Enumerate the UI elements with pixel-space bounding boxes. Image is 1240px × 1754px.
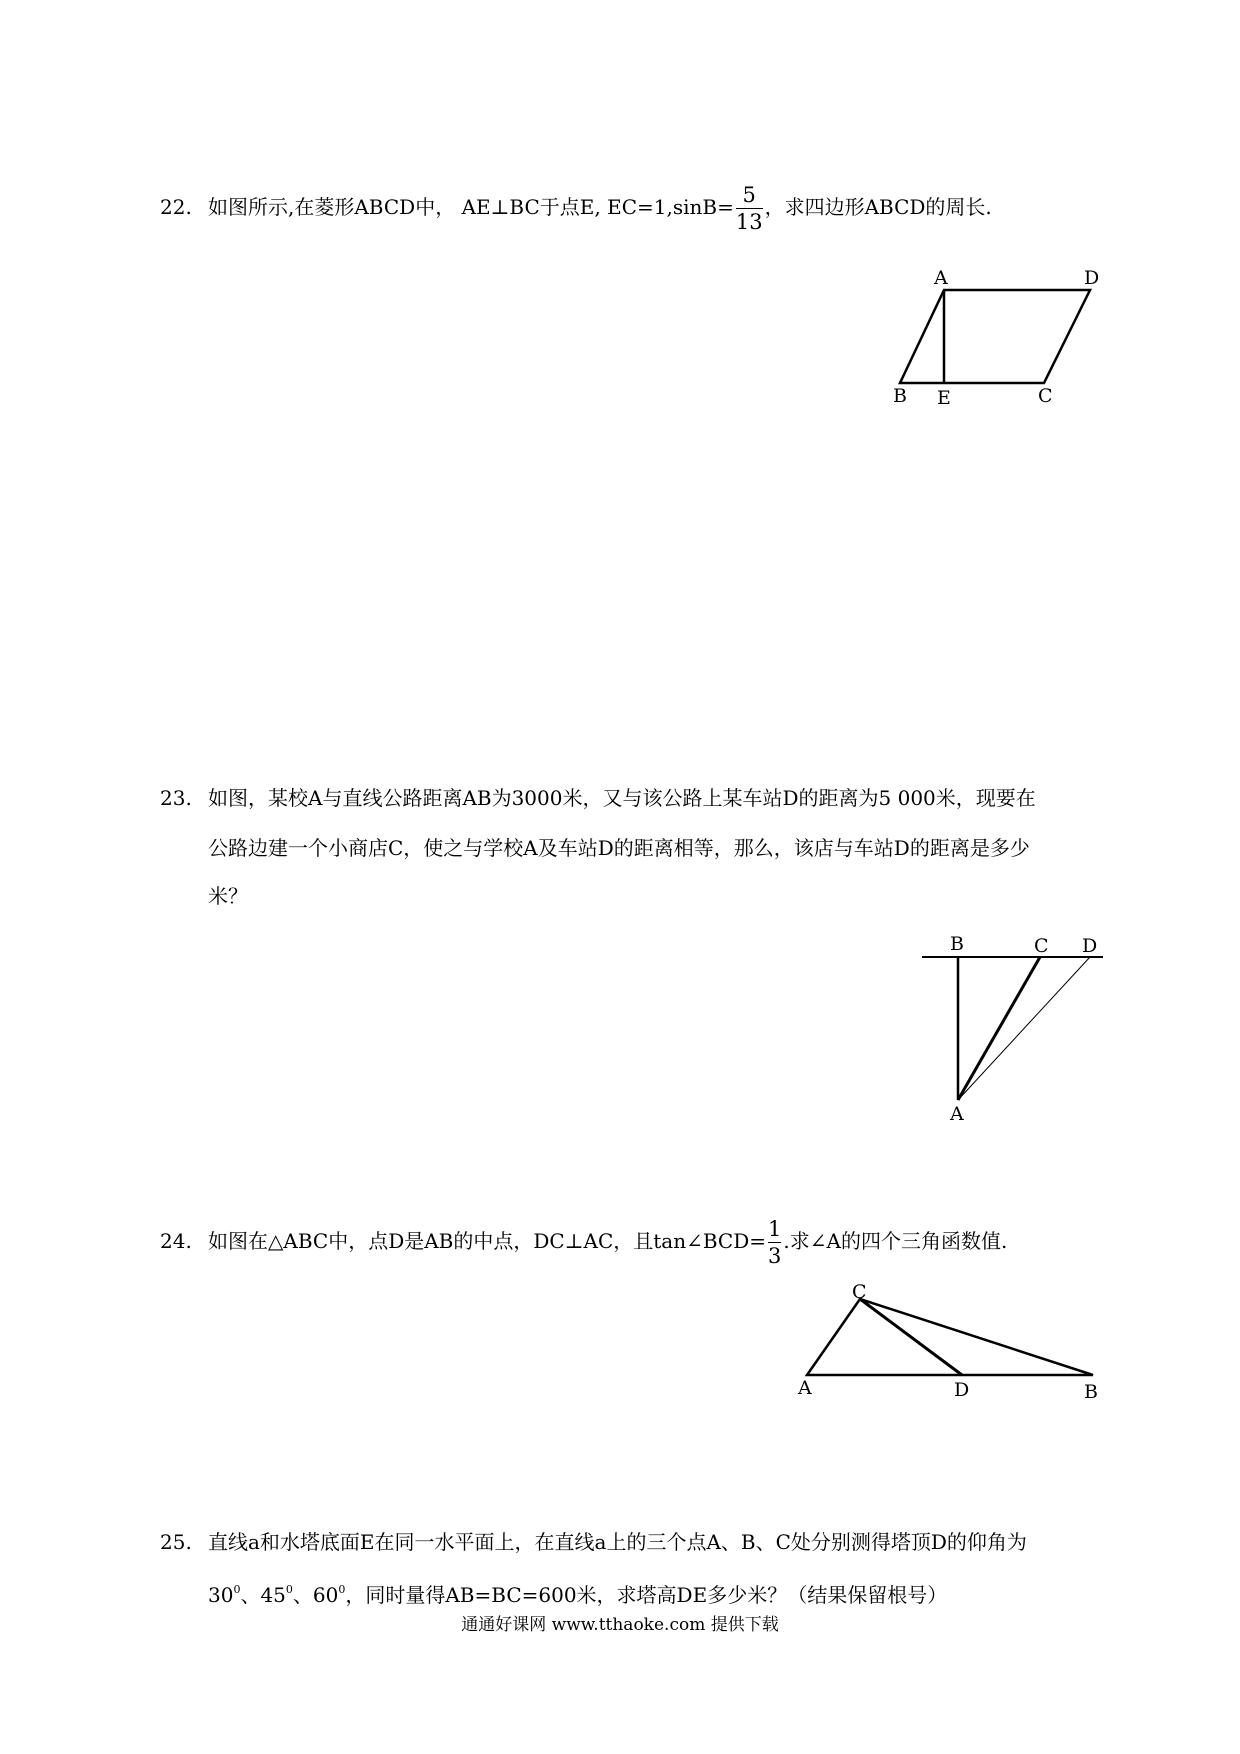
angle-45: 45 — [260, 1583, 286, 1607]
label-a: A — [950, 1103, 964, 1125]
problem-25-line1 — [160, 1530, 1027, 1554]
problem-number: 22. — [160, 195, 192, 219]
problem-25-line2 — [208, 1578, 947, 1607]
degree-mark: 0 — [338, 1583, 346, 1596]
label-d: D — [954, 1379, 970, 1401]
fraction-numerator: 5 — [742, 183, 756, 207]
label-e: E — [937, 387, 951, 409]
problem-number: 23. — [160, 786, 192, 810]
label-a: A — [798, 1377, 812, 1399]
label-c: C — [1034, 935, 1049, 957]
problem-text: 米？ — [208, 884, 248, 908]
label-b: B — [893, 385, 907, 407]
fraction-denominator: 3 — [768, 1244, 782, 1268]
page-footer: 通通好课网 www.tthaoke.com 提供下载 — [461, 1615, 779, 1635]
separator: 、 — [240, 1583, 261, 1607]
problem-text: 直线a和水塔底面E在同一水平面上，在直线a上的三个点A、B、C处分别测得塔顶D的仰角为 — [208, 1530, 1027, 1554]
label-a: A — [934, 267, 948, 289]
label-c: C — [1038, 385, 1053, 407]
label-b: B — [950, 933, 964, 955]
label-d: D — [1084, 267, 1100, 289]
label-c: C — [852, 1281, 867, 1303]
fraction-numerator: 1 — [768, 1217, 782, 1241]
angle-60: 60 — [312, 1583, 339, 1607]
problem-text: 如图，某校A与直线公路距离AB为3000米，又与该公路上某车站D的距离为5 000米，现要在 — [208, 786, 1036, 810]
degree-mark: 0 — [233, 1583, 241, 1596]
label-b: B — [1084, 1381, 1098, 1403]
problem-text: .求∠A的四个三角函数值. — [783, 1229, 1008, 1253]
problem-text: 如图所示,在菱形ABCD中， AE⊥BC于点E, EC=1,sinB= — [208, 195, 734, 219]
triangle-abc — [807, 1299, 1093, 1375]
problem-text: ，同时量得AB=BC=600米，求塔高DE多少米？（结果保留根号） — [345, 1583, 948, 1607]
problem-number: 24. — [160, 1229, 192, 1253]
angle-30: 30 — [208, 1583, 234, 1607]
fraction-denominator: 13 — [735, 210, 763, 234]
degree-mark: 0 — [285, 1583, 293, 1596]
problem-text: 如图在△ABC中，点D是AB的中点，DC⊥AC，且tan∠BCD= — [208, 1229, 767, 1253]
problem-number: 25. — [160, 1530, 192, 1554]
separator: 、 — [292, 1583, 313, 1607]
label-d: D — [1082, 935, 1098, 957]
problem-text: ，求四边形ABCD的周长. — [764, 195, 992, 219]
problem-text: 公路边建一个小商店C，使之与学校A及车站D的距离相等，那么，该店与车站D的距离是多少 — [208, 836, 1030, 860]
segment-cd — [860, 1299, 962, 1375]
